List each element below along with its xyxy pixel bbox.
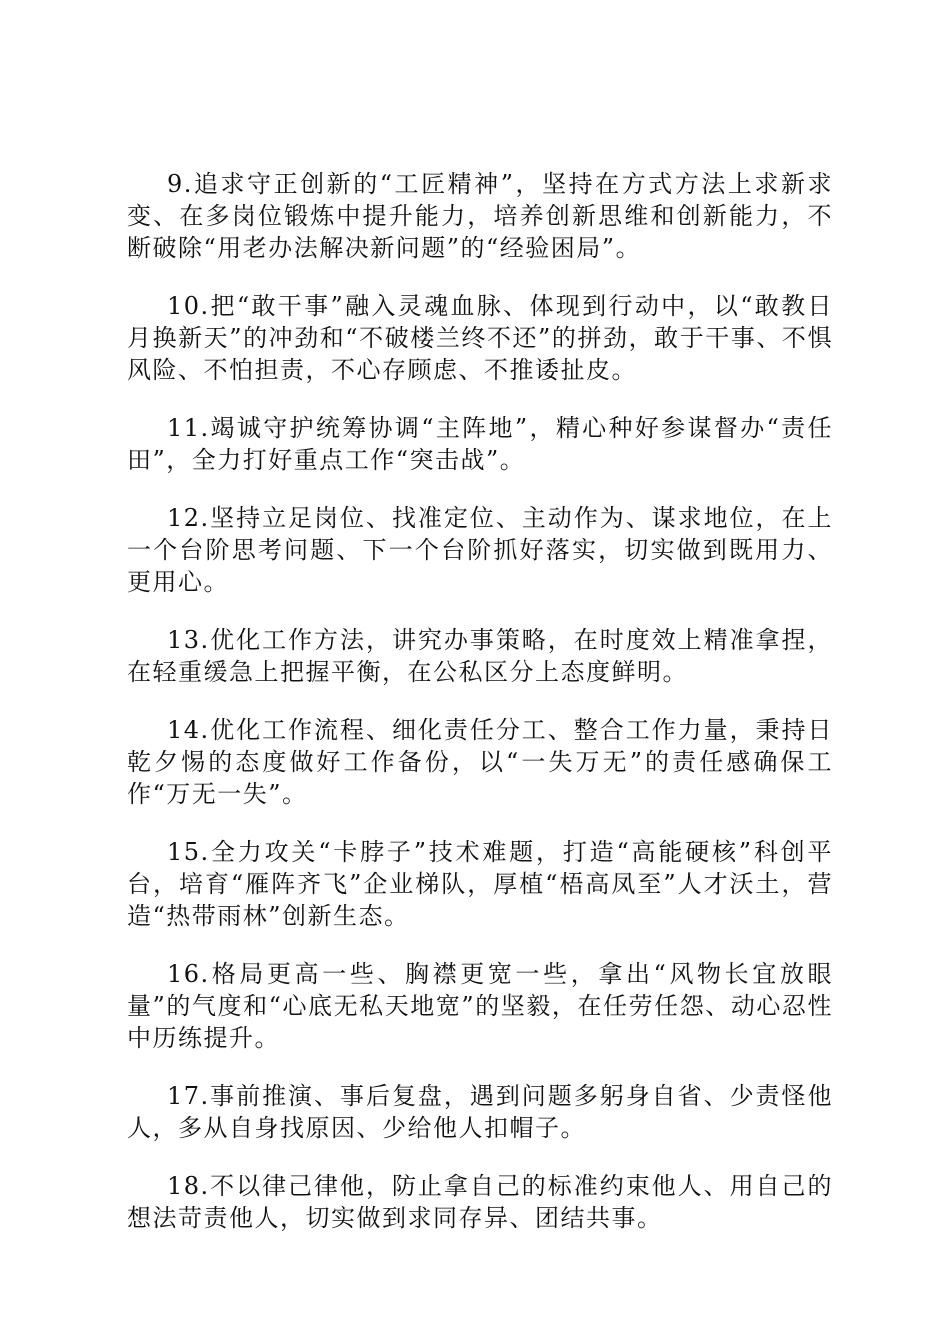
paragraph-9: 9.追求守正创新的“工匠精神”，坚持在方式方法上求新求变、在多岗位锻炼中提升能力，培养创新思维和创新能力，不断破除“用老办法解决新问题”的“经验困局”。 bbox=[127, 170, 833, 262]
paragraph-14: 14.优化工作流程、细化责任分工、整合工作力量，秉持日乾夕惕的态度做好工作备份，以“一失万无”的责任感确保工作“万无一失”。 bbox=[127, 716, 833, 808]
paragraph-15: 15.全力攻关“卡脖子”技术难题，打造“高能硬核”科创平台，培育“雁阵齐飞”企业梯队，厚植“梧高凤至”人才沃土，营造“热带雨林”创新生态。 bbox=[127, 838, 833, 930]
paragraph-10: 10.把“敢干事”融入灵魂血脉、体现到行动中，以“敢教日月换新天”的冲劲和“不破楼兰终不还”的拼劲，敢于干事、不惧风险、不怕担责，不心存顾虑、不推诿扯皮。 bbox=[127, 292, 833, 384]
document-body bbox=[127, 168, 833, 1260]
paragraph-11: 11.竭诚守护统筹协调“主阵地”，精心种好参谋督办“责任田”，全力打好重点工作“突击战”。 bbox=[127, 414, 833, 474]
paragraph-17: 17.事前推演、事后复盘，遇到问题多躬身自省、少责怪他人，多从自身找原因、少给他人扣帽子。 bbox=[127, 1082, 833, 1142]
paragraph-13: 13.优化工作方法，讲究办事策略，在时度效上精准拿捏，在轻重缓急上把握平衡，在公私区分上态度鲜明。 bbox=[127, 626, 833, 686]
paragraph-16: 16.格局更高一些、胸襟更宽一些，拿出“风物长宜放眼量”的气度和“心底无私天地宽”的坚毅，在任劳任怨、动心忍性中历练提升。 bbox=[127, 960, 833, 1052]
paragraph-12: 12.坚持立足岗位、找准定位、主动作为、谋求地位，在上一个台阶思考问题、下一个台阶抓好落实，切实做到既用力、更用心。 bbox=[127, 504, 833, 596]
paragraph-18: 18.不以律己律他，防止拿自己的标准约束他人、用自己的想法苛责他人，切实做到求同存异、团结共事。 bbox=[127, 1172, 833, 1232]
